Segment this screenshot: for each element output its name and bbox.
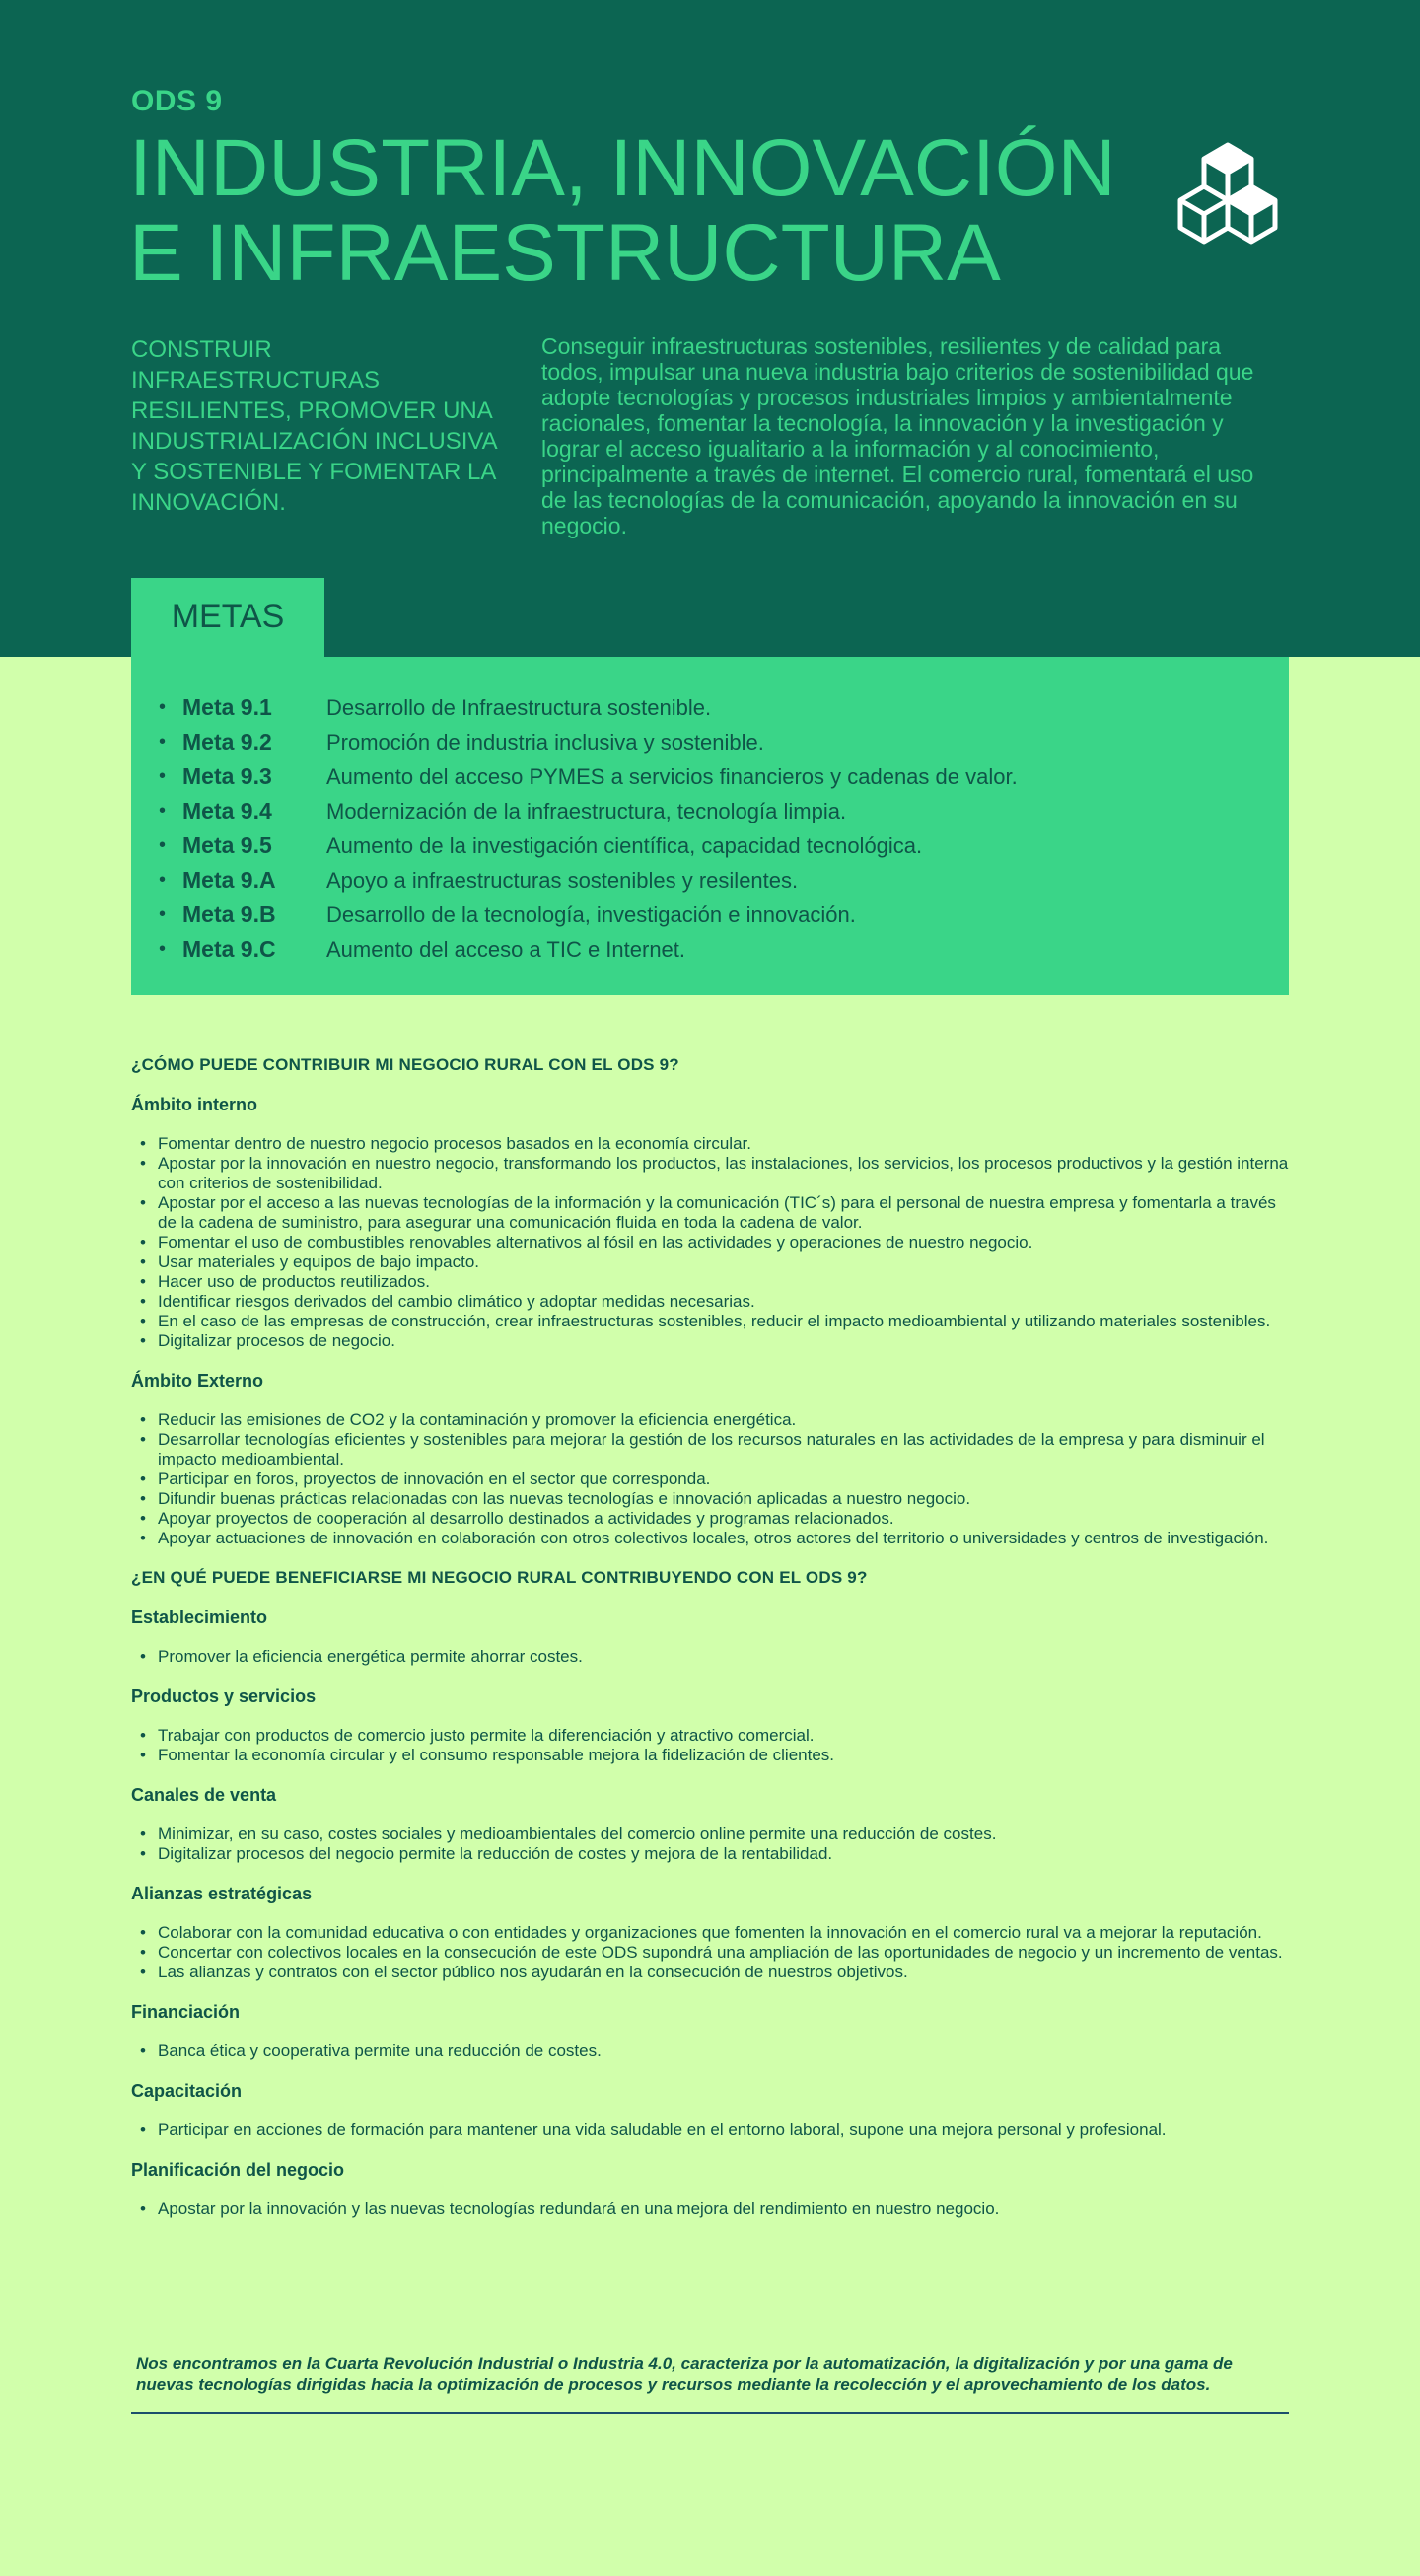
meta-item xyxy=(159,863,1289,897)
benefit-section-list xyxy=(131,1726,1289,1765)
list-item: • Participar en foros, proyectos de innovación en el sector que corresponda. xyxy=(131,1469,1289,1489)
list-item: • Concertar con colectivos locales en la consecución de este ODS supondrá una ampliación de las oportunidades de negocio y un incremento de ventas. xyxy=(131,1943,1289,1963)
ods-description: Conseguir infraestructuras sostenibles, resilientes y de calidad para todos, impulsar una nueva industria bajo criterios de sostenibilidad que adopte tecnologías y procesos industriales limpios y ambientalmente racionales, fomentar la tecnología, la innovación y la investigación y lograr el acceso igualitario a la información y al conocimiento, principalmente a través de internet. El comercio rural, fomentará el uso de las tecnologías de la comunicación, apoyando la innovación en su negocio. xyxy=(541,333,1254,538)
list-item: • Fomentar la economía circular y el consumo responsable mejora la fidelización de clientes. xyxy=(131,1746,1289,1765)
meta-text: Apoyo a infraestructuras sostenibles y resilentes. xyxy=(326,867,799,893)
meta-item xyxy=(159,725,1289,759)
bullet-icon: • xyxy=(159,696,167,718)
meta-code: Meta 9.2 xyxy=(182,729,272,754)
bullet-icon: • xyxy=(159,869,167,891)
list-item: • Desarrollar tecnologías eficientes y sostenibles para mejorar la gestión de los recursos naturales en las actividades de la empresa y para disminuir el impacto medioambiental. xyxy=(131,1430,1289,1469)
list-item: • Apoyar actuaciones de innovación en colaboración con otros colectivos locales, otros actores del territorio o universidades y centros de investigación. xyxy=(131,1529,1289,1548)
list-item: • Apostar por la innovación en nuestro negocio, transformando los productos, las instalaciones, los servicios, los procesos productivos y la gestión interna con criterios de sostenibilidad. xyxy=(131,1154,1289,1193)
list-item: • Identificar riesgos derivados del cambio climático y adoptar medidas necesarias. xyxy=(131,1292,1289,1312)
meta-text: Promoción de industria inclusiva y sostenible. xyxy=(326,729,764,754)
closing-note: Nos encontramos en la Cuarta Revolución Industrial o Industria 4.0, caracteriza por la automatización, la digitalización y por una gama de nuevas tecnologías dirigidas hacia la optimización de procesos y recursos mediante la recolección y el aprovechamiento de los datos. xyxy=(136,2354,1233,2394)
contribute-heading: ¿CÓMO PUEDE CONTRIBUIR MI NEGOCIO RURAL CON EL ODS 9? xyxy=(131,1055,679,1074)
benefit-section-heading: Capacitación xyxy=(131,2081,243,2101)
cubes-icon xyxy=(1172,141,1284,253)
meta-text: Aumento del acceso a TIC e Internet. xyxy=(326,936,686,962)
benefit-section-heading: Financiación xyxy=(131,2002,241,2022)
list-item: • Promover la eficiencia energética permite ahorrar costes. xyxy=(131,1647,1289,1667)
meta-text: Modernización de la infraestructura, tecnología limpia. xyxy=(326,798,847,823)
meta-code: Meta 9.3 xyxy=(182,763,272,789)
benefit-section-heading: Canales de venta xyxy=(131,1785,277,1805)
bullet-icon: • xyxy=(159,800,167,822)
list-item: • Minimizar, en su caso, costes sociales y medioambientales del comercio online permite una reducción de costes. xyxy=(131,1825,1289,1844)
list-item: • Colaborar con la comunidad educativa o con entidades y organizaciones que fomenten la innovación en el comercio rural va a mejorar la reputación. xyxy=(131,1923,1289,1943)
benefit-section-list xyxy=(131,1923,1289,1982)
ods-subtitle: CONSTRUIR INFRAESTRUCTURAS RESILIENTES, PROMOVER UNA INDUSTRIALIZACIÓN INCLUSIVA Y SOSTENIBLE Y FOMENTAR LA INNOVACIÓN. xyxy=(131,336,497,516)
meta-item xyxy=(159,794,1289,828)
list-item: • Participar en acciones de formación para mantener una vida saludable en el entorno laboral, supone una mejora personal y profesional. xyxy=(131,2120,1289,2140)
meta-text: Aumento de la investigación científica, capacidad tecnológica. xyxy=(326,832,923,858)
meta-text: Desarrollo de la tecnología, investigación e innovación. xyxy=(326,901,856,927)
meta-item xyxy=(159,759,1289,794)
list-item: • Apostar por la innovación y las nuevas tecnologías redundará en una mejora del rendimiento en nuestro negocio. xyxy=(131,2199,1289,2219)
hero-section xyxy=(0,0,1420,657)
list-item: • Trabajar con productos de comercio justo permite la diferenciación y atractivo comercial. xyxy=(131,1726,1289,1746)
ods-label: ODS 9 xyxy=(131,85,223,117)
benefit-section-heading: Establecimiento xyxy=(131,1608,268,1627)
meta-code: Meta 9.C xyxy=(182,936,276,962)
list-item: • Digitalizar procesos del negocio permite la reducción de costes y mejora de la rentabilidad. xyxy=(131,1844,1289,1864)
bullet-icon: • xyxy=(159,765,167,787)
bullet-icon: • xyxy=(159,938,167,960)
external-list xyxy=(131,1410,1289,1548)
benefit-section-list xyxy=(131,2120,1289,2140)
list-item: • En el caso de las empresas de construcción, crear infraestructuras sostenibles, reducir el impacto medioambiental y utilizando materiales sostenibles. xyxy=(131,1312,1289,1331)
meta-code: Meta 9.1 xyxy=(182,694,272,720)
list-item: • Apostar por el acceso a las nuevas tecnologías de la información y la comunicación (TIC´s) para el personal de nuestra empresa y fomentarla a través de la cadena de suministro, para asegurar una comunicación fluida en toda la cadena de valor. xyxy=(131,1193,1289,1233)
benefit-section-list xyxy=(131,2041,1289,2061)
meta-code: Meta 9.A xyxy=(182,867,276,893)
page-title: INDUSTRIA, INNOVACIÓN E INFRAESTRUCTURA xyxy=(129,123,1116,298)
bullet-icon: • xyxy=(159,834,167,856)
benefit-section-list xyxy=(131,2199,1289,2219)
list-item: • Banca ética y cooperativa permite una reducción de costes. xyxy=(131,2041,1289,2061)
bullet-icon: • xyxy=(159,731,167,752)
list-item: • Reducir las emisiones de CO2 y la contaminación y promover la eficiencia energética. xyxy=(131,1410,1289,1430)
benefit-section-heading: Alianzas estratégicas xyxy=(131,1884,313,1903)
meta-item xyxy=(159,897,1289,932)
metas-tab: METAS xyxy=(131,578,324,659)
list-item: • Fomentar dentro de nuestro negocio procesos basados en la economía circular. xyxy=(131,1134,1289,1154)
meta-code: Meta 9.4 xyxy=(182,798,272,823)
list-item: • Apoyar proyectos de cooperación al desarrollo destinados a actividades y programas relacionados. xyxy=(131,1509,1289,1529)
meta-text: Desarrollo de Infraestructura sostenible. xyxy=(326,694,712,720)
benefit-section-list xyxy=(131,1647,1289,1667)
list-item: • Hacer uso de productos reutilizados. xyxy=(131,1272,1289,1292)
metas-list xyxy=(131,657,1289,995)
external-heading: Ámbito Externo xyxy=(131,1371,264,1391)
benefit-section-heading: Productos y servicios xyxy=(131,1686,317,1706)
meta-code: Meta 9.5 xyxy=(182,832,272,858)
internal-list xyxy=(131,1134,1289,1351)
benefit-section-heading: Planificación del negocio xyxy=(131,2160,345,2180)
list-item: • Fomentar el uso de combustibles renovables alternativos al fósil en las actividades y operaciones de nuestro negocio. xyxy=(131,1233,1289,1252)
benefit-sections xyxy=(131,1608,1289,2219)
bullet-icon: • xyxy=(159,903,167,925)
meta-item xyxy=(159,932,1289,966)
meta-text: Aumento del acceso PYMES a servicios financieros y cadenas de valor. xyxy=(326,763,1018,789)
list-item: • Difundir buenas prácticas relacionadas con las nuevas tecnologías e innovación aplicadas a nuestro negocio. xyxy=(131,1489,1289,1509)
divider xyxy=(131,2412,1289,2414)
meta-item xyxy=(159,690,1289,725)
benefit-section-list xyxy=(131,1825,1289,1864)
list-item: • Digitalizar procesos de negocio. xyxy=(131,1331,1289,1351)
meta-item xyxy=(159,828,1289,863)
list-item: • Usar materiales y equipos de bajo impacto. xyxy=(131,1252,1289,1272)
main-content xyxy=(131,1055,1289,2239)
list-item: • Las alianzas y contratos con el sector público nos ayudarán en la consecución de nuestros objetivos. xyxy=(131,1963,1289,1982)
internal-heading: Ámbito interno xyxy=(131,1095,257,1114)
benefit-heading: ¿EN QUÉ PUEDE BENEFICIARSE MI NEGOCIO RURAL CONTRIBUYENDO CON EL ODS 9? xyxy=(131,1568,868,1587)
meta-code: Meta 9.B xyxy=(182,901,276,927)
